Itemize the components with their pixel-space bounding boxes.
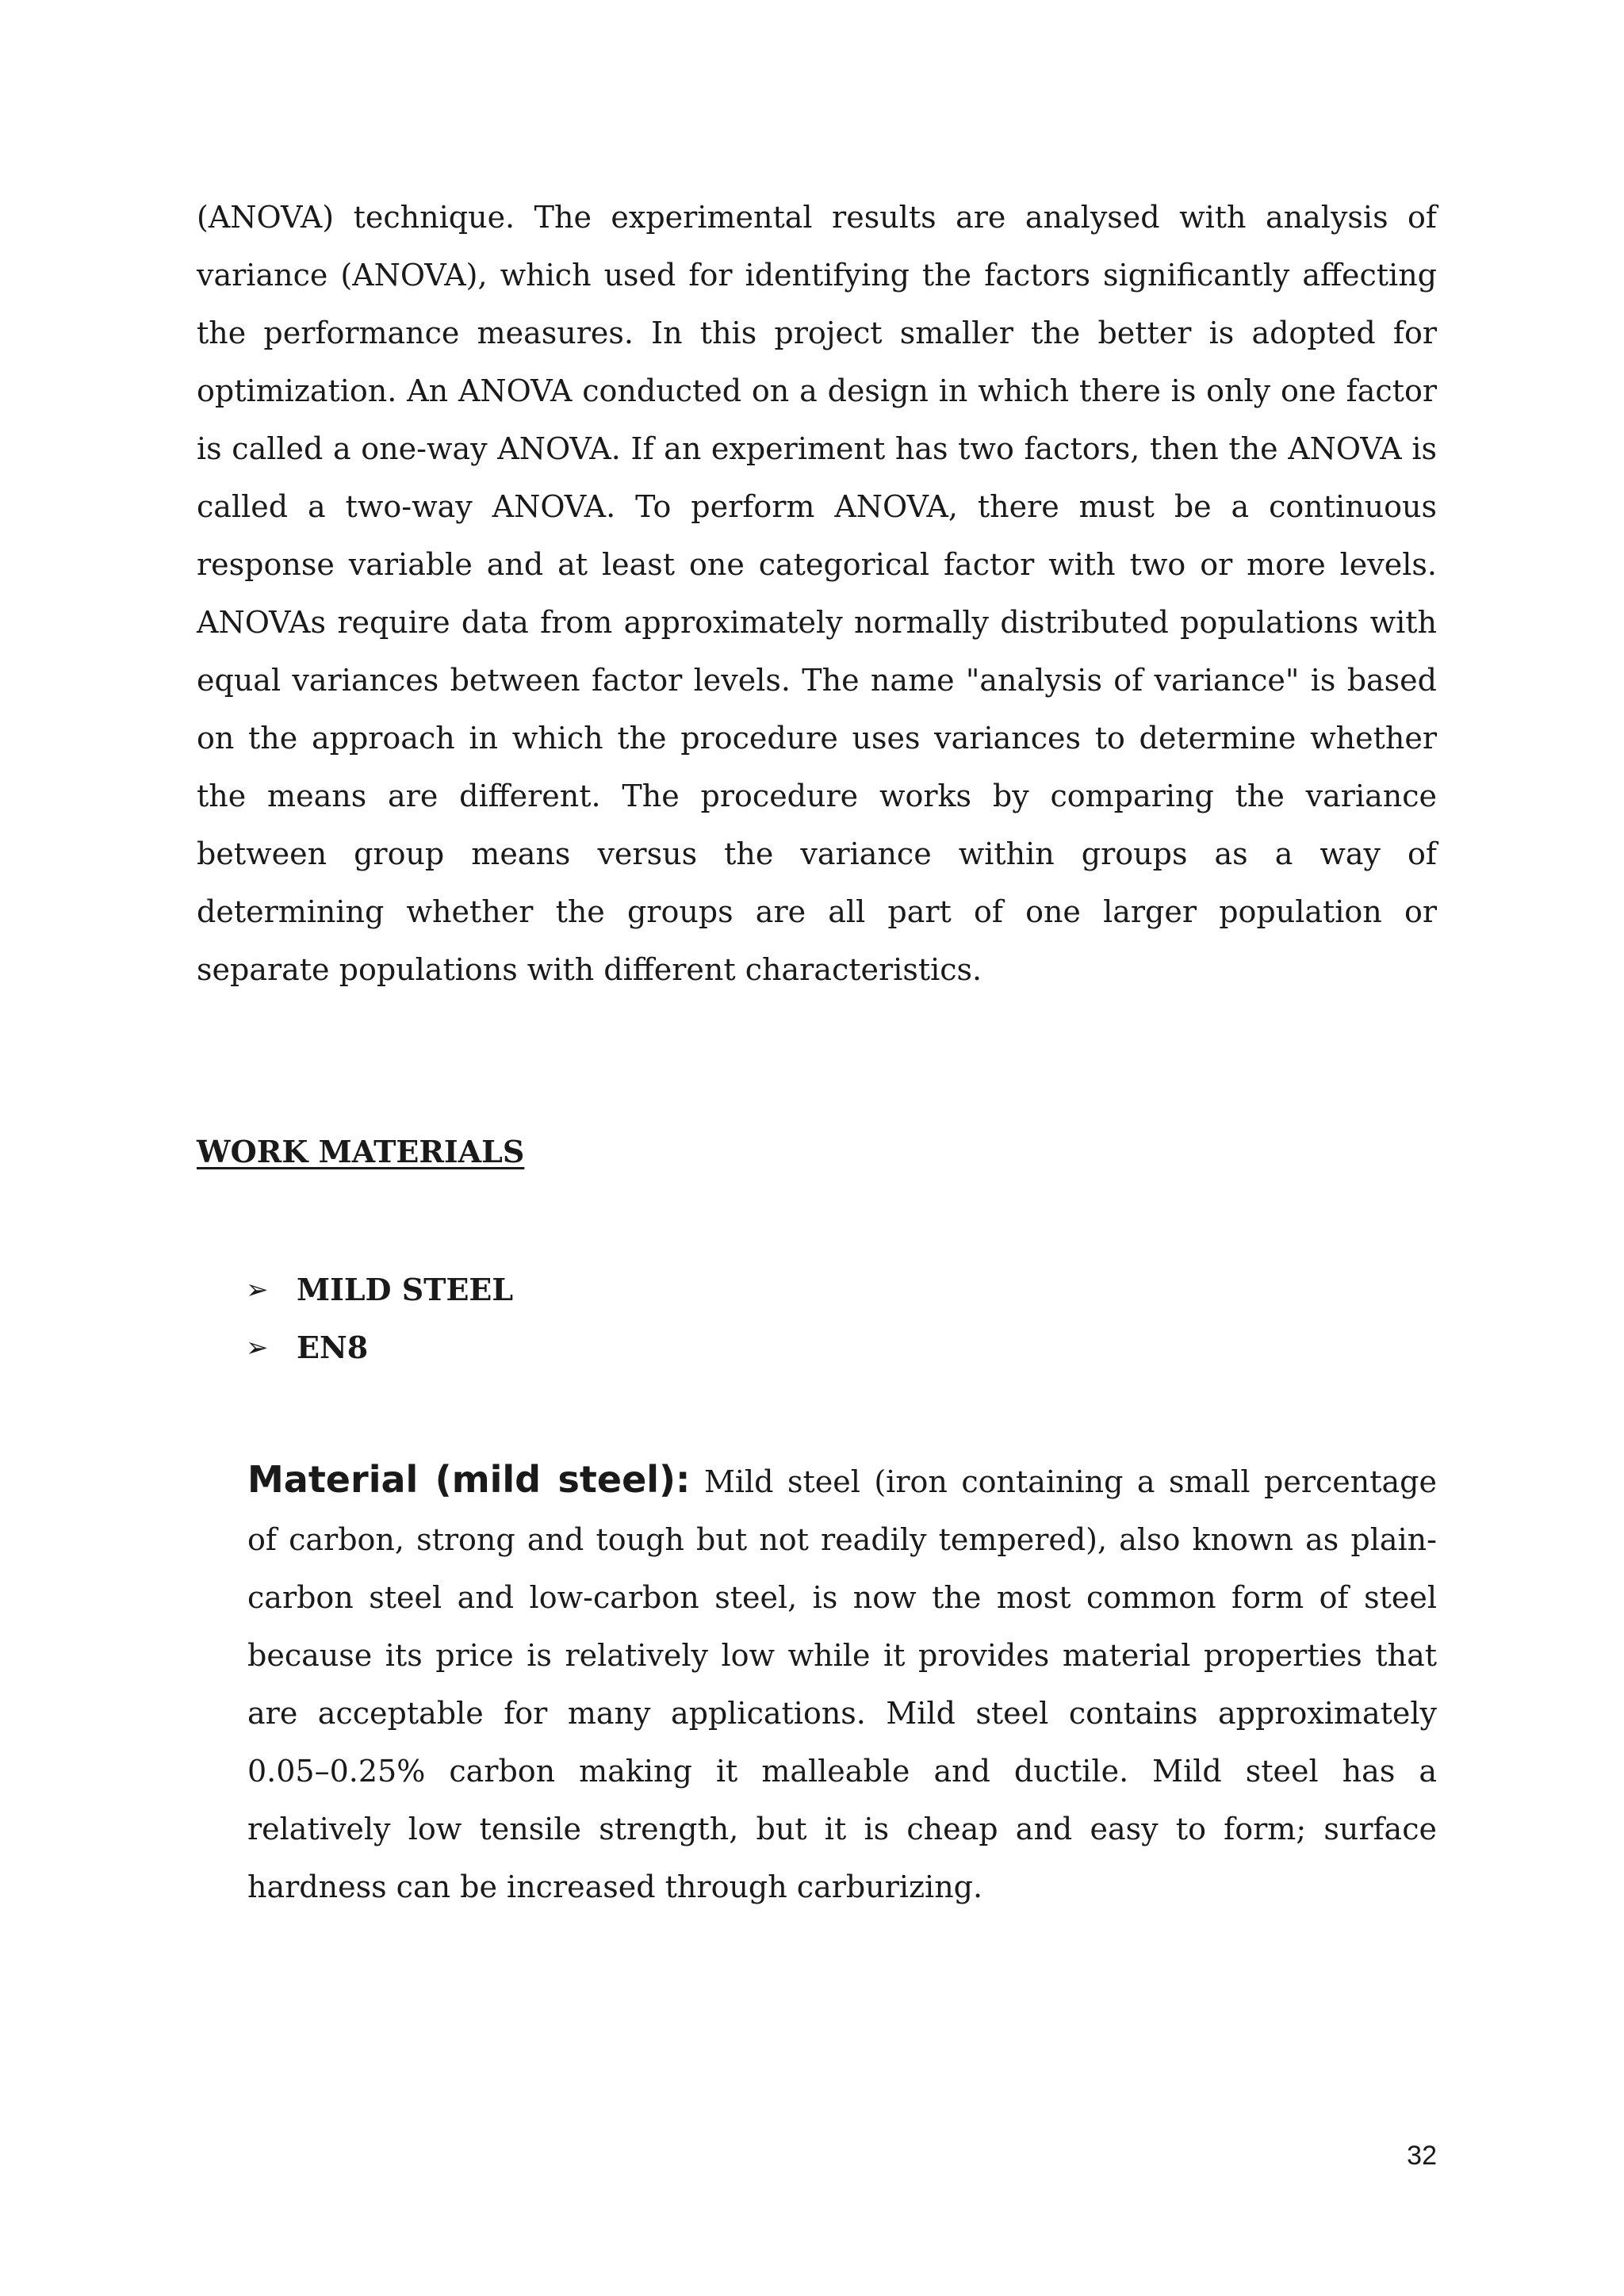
anova-paragraph: (ANOVA) technique. The experimental results are analysed with analysis of variance (ANOVA), which used for identifying the factors significantly affecting the performance measures. In this project smaller the better is adopted for optimization. An ANOVA conducted on a design in which there is only one factor is called a one-way ANOVA. If an experiment has two factors, then the ANOVA is called a two-way ANOVA. To perform ANOVA, there must be a continuous response variable and at least one categorical factor with two or more levels. ANOVAs require data from approximately normally distributed populations with equal variances between factor levels. The name "analysis of variance" is based on the approach in which the procedure uses variances to determine whether the means are different. The procedure works by comparing the variance between group means versus the variance within groups as a way of determining whether the groups are all part of one larger population or separate populations with different characteristics. [197, 200, 1437, 987]
mild-steel-lead-in: Material (mild steel): [247, 1458, 691, 1501]
list-item [246, 1318, 513, 1376]
list-item-label: MILD STEEL [297, 1272, 514, 1307]
arrowhead-bullet-icon: ➢ [246, 1331, 269, 1364]
work-materials-list [246, 1261, 513, 1376]
list-item [246, 1261, 513, 1318]
arrowhead-bullet-icon: ➢ [246, 1273, 269, 1306]
mild-steel-paragraph [247, 1451, 1437, 1916]
mild-steel-text: Mild steel (iron containing a small percentage of carbon, strong and tough but not readily tempered), also known as plain-carbon steel and low-carbon steel, is now the most common form of steel because its price is relatively low while it provides material properties that are acceptable for many applications. Mild steel contains approximately 0.05–0.25% carbon making it malleable and ductile. Mild steel has a relatively low tensile strength, but it is cheap and easy to form; surface hardness can be increased through carburizing. [247, 1464, 1437, 1904]
work-materials-heading: WORK MATERIALS [197, 1134, 525, 1169]
list-item-label: EN8 [297, 1330, 369, 1365]
page-number: 32 [1407, 2141, 1437, 2171]
